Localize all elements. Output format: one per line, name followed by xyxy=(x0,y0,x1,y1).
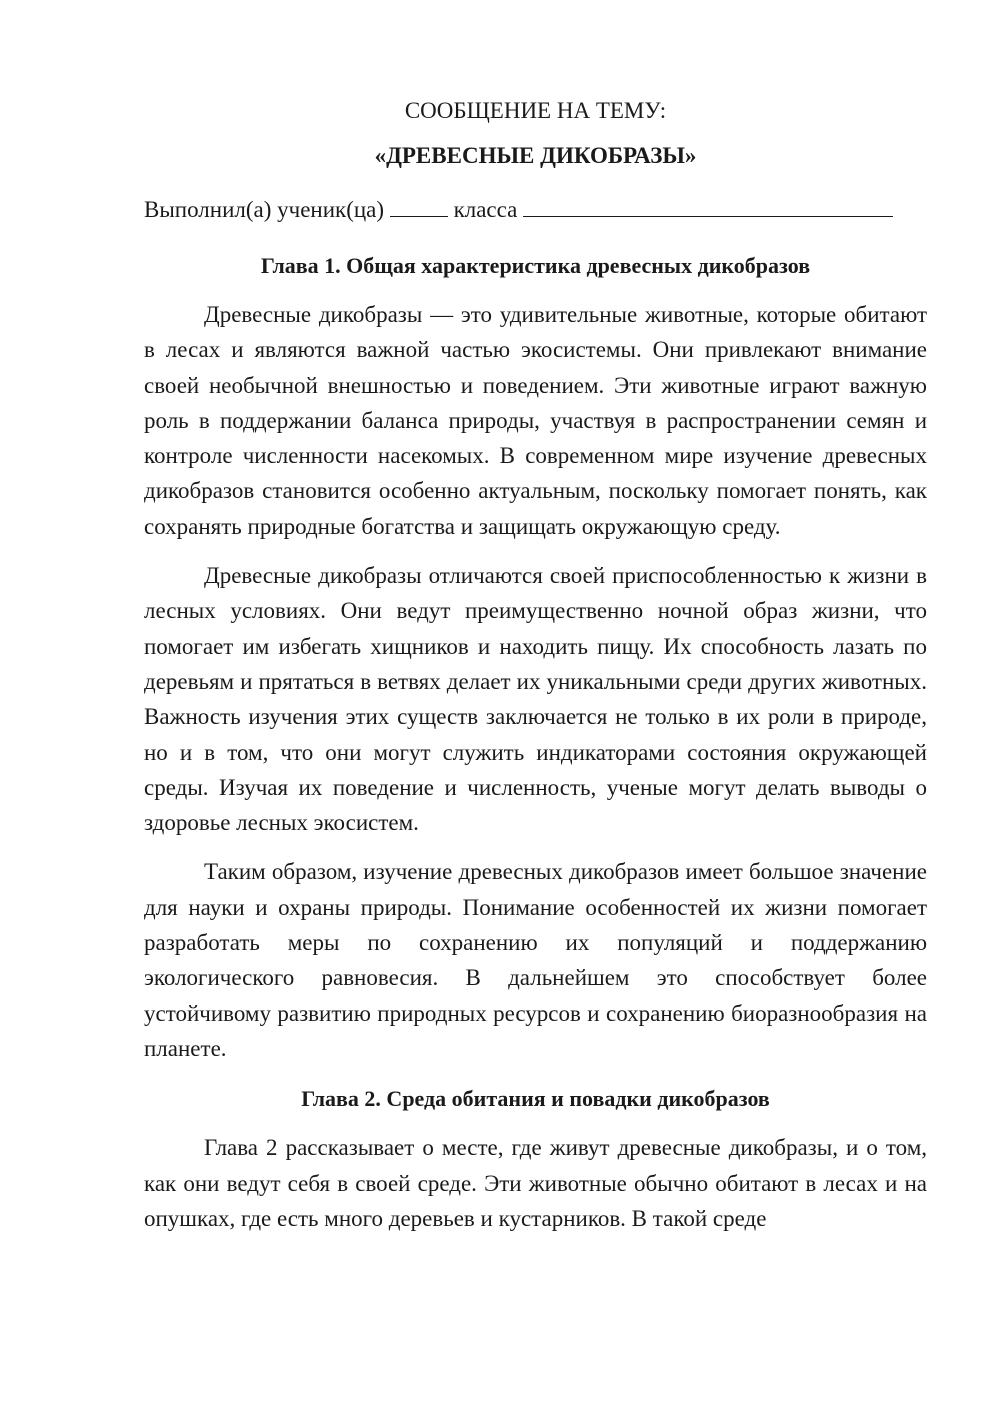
chapter-2-paragraph: Глава 2 рассказывает о месте, где живут древесные дикобразы, и о том, как они ведут себя в своей среде. Эти животные обычно обитают в лесах и на опушках, где есть много деревьев и кустарников. В такой среде xyxy=(144,1135,927,1231)
document-page xyxy=(144,88,927,1236)
author-line xyxy=(144,194,927,225)
document-title-line-1: СООБЩЕНИЕ НА ТЕМУ: xyxy=(404,98,667,123)
chapter-1-paragraph: Таким образом, изучение древесных дикобразов имеет большое значение для науки и охраны природы. Понимание особенностей их жизни помогает разработать меры по сохранению их популяций и поддержанию экологического равновесия. В дальнейшем это способствует более устойчивому развитию природных ресурсов и сохранению биоразнообразия на планете. xyxy=(144,859,927,1061)
author-prefix: Выполнил(а) ученик(ца) xyxy=(144,197,385,222)
chapter-2-heading: Глава 2. Среда обитания и повадки дикобразов xyxy=(301,1086,770,1112)
grade-blank xyxy=(390,194,448,217)
name-blank xyxy=(523,194,893,217)
class-label: класса xyxy=(453,197,518,222)
chapter-1-paragraph: Древесные дикобразы — это удивительные животные, которые обитают в лесах и являются важной частью экосистемы. Они привлекают внимание своей необычной внешностью и поведением. Эти животные играют важную роль в поддержании баланса природы, участвуя в распространении семян и контроле численности насекомых. В современном мире изучение древесных дикобразов становится особенно актуальным, поскольку помогает понять, как сохранять природные богатства и защищать окружающую среду. xyxy=(144,302,927,539)
chapter-1-paragraph: Древесные дикобразы отличаются своей приспособленностью к жизни в лесных условиях. Они ведут преимущественно ночной образ жизни, что помогает им избегать хищников и находить пищу. Их способность лазать по деревьям и прятаться в ветвях делает их уникальными среди других животных. Важность изучения этих существ заключается не только в их роли в природе, но и в том, что они могут служить индикаторами состояния окружающей среды. Изучая их поведение и численность, ученые могут делать выводы о здоровье лесных экосистем. xyxy=(144,563,927,836)
chapter-1-heading: Глава 1. Общая характеристика древесных дикобразов xyxy=(260,253,811,278)
document-title-line-2: «ДРЕВЕСНЫЕ ДИКОБРАЗЫ» xyxy=(374,143,697,168)
